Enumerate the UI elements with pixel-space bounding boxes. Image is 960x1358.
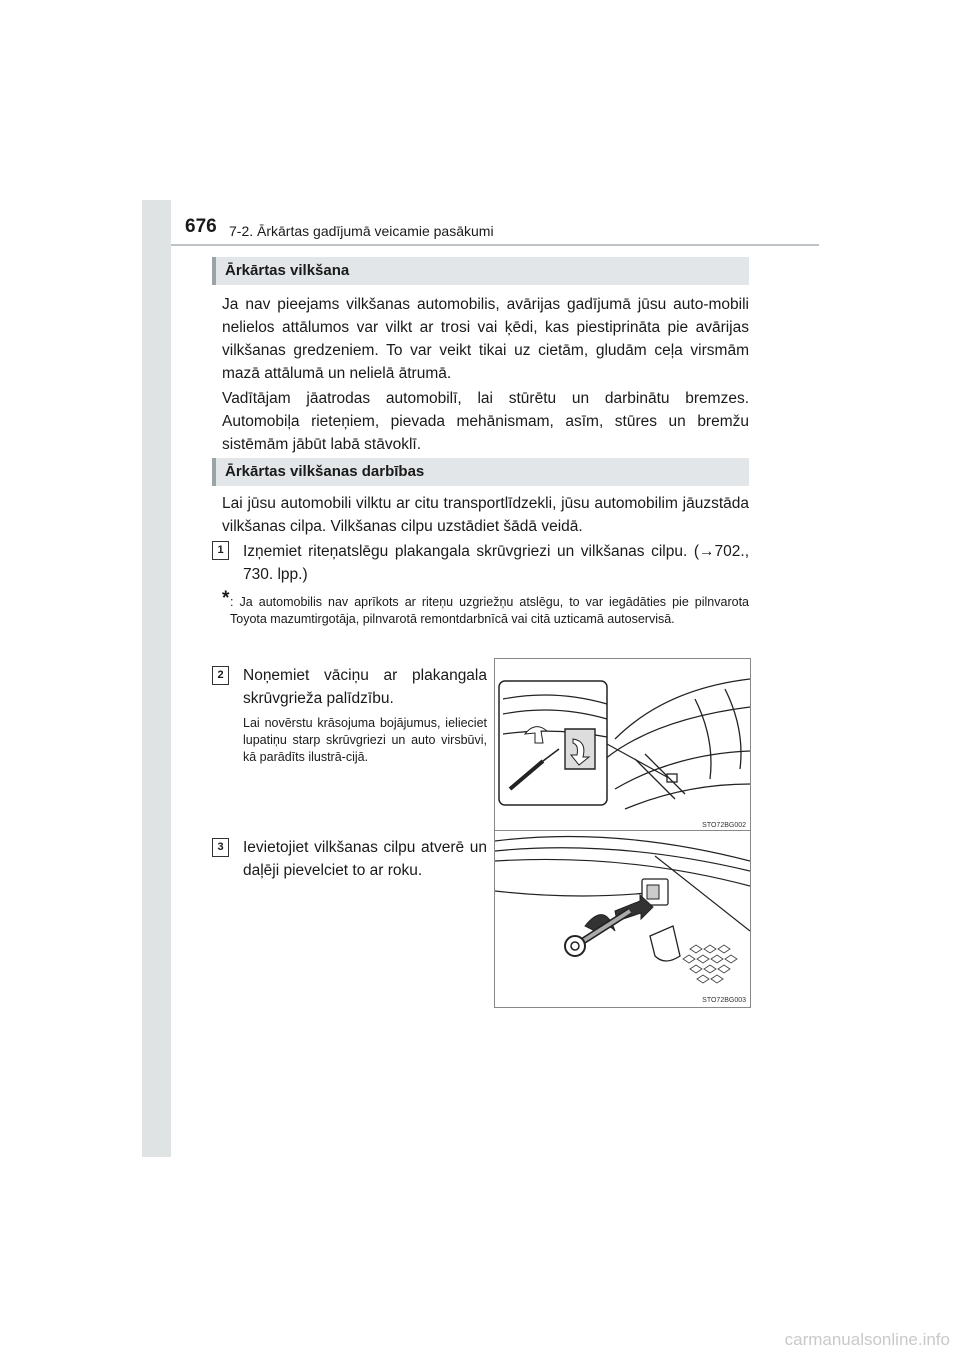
step-text-3: Ievietojiet vilkšanas cilpu atverē un daļēji pievelciet to ar roku. [243,839,487,879]
section-heading-bar [212,458,216,486]
paragraph-driver-requirements: Vadītājam jāatrodas automobilī, lai stūrētu un darbinātu bremzes. Automobiļa rieteņiem, pievada mehānismam, asīm, stūres un bremžu sistēmām jābūt labā stāvoklī. [222,390,749,453]
section-heading-towing-steps [212,458,749,486]
step-text-2: Noņemiet vāciņu ar plakangala skrūvgrieža palīdzību. [243,667,487,707]
paragraph-steps-intro: Lai jūsu automobili vilktu ar citu transportlīdzekli, jūsu automobilim jāuzstāda vilkšanas cilpa. Vilkšanas cilpu uzstādiet šādā veidā. [222,495,749,535]
figure-code: STO72BG003 [702,997,746,1004]
section-title: Ārkārtas vilkšana [225,262,350,279]
header-rule [171,244,819,246]
section-title: Ārkārtas vilkšanas darbības [225,463,425,480]
step-number-3: 3 [212,838,229,857]
figure-remove-cap [494,658,751,833]
illustration-towing-eyelet [495,831,750,1007]
step-number-2: 2 [212,666,229,685]
step-note-2: Lai novērstu krāsojuma bojājumus, ielieciet lupatiņu starp skrūvgriezi un auto virsbūvi, kā parādīts ilustrā-cijā. [243,716,487,764]
illustration-car-front-cap [495,659,750,832]
footnote-text: : Ja automobilis nav aprīkots ar riteņu uzgriežņu atslēgu, to var iegādāties pie pilnvarota Toyota mazumtirgotāja, pilnvarotā remontdarbnīcā vai citā uzticamā autoservisā. [230,595,749,626]
section-heading-emergency-towing [212,257,749,285]
figure-code: STO72BG002 [702,822,746,829]
page-number: 676 [185,216,217,237]
section-heading-bar [212,257,216,285]
watermark-text: carmanualsonline.info [784,1330,950,1349]
side-tab-bar [142,200,171,1157]
step-text-1: Izņemiet riteņatslēgu plakangala skrūvgriezi un vilkšanas cilpu. (→702., 730. lpp.) [243,543,749,583]
step-number-1: 1 [212,541,229,560]
running-header: 7-2. Ārkārtas gadījumā veicamie pasākumi [229,223,494,239]
footnote-asterisk: * [222,588,230,609]
paragraph-towing-intro: Ja nav pieejams vilkšanas automobilis, avārijas gadījumā jūsu auto-mobili nelielos attālumos var vilkt ar trosi vai ķēdi, kas piestiprināta pie avārijas vilkšanas gredzeniem. To var veikt tikai uz cietām, gludām ceļa virsmām mazā attālumā un nelielā ātrumā. [222,296,749,382]
figure-insert-eyelet [494,830,751,1008]
